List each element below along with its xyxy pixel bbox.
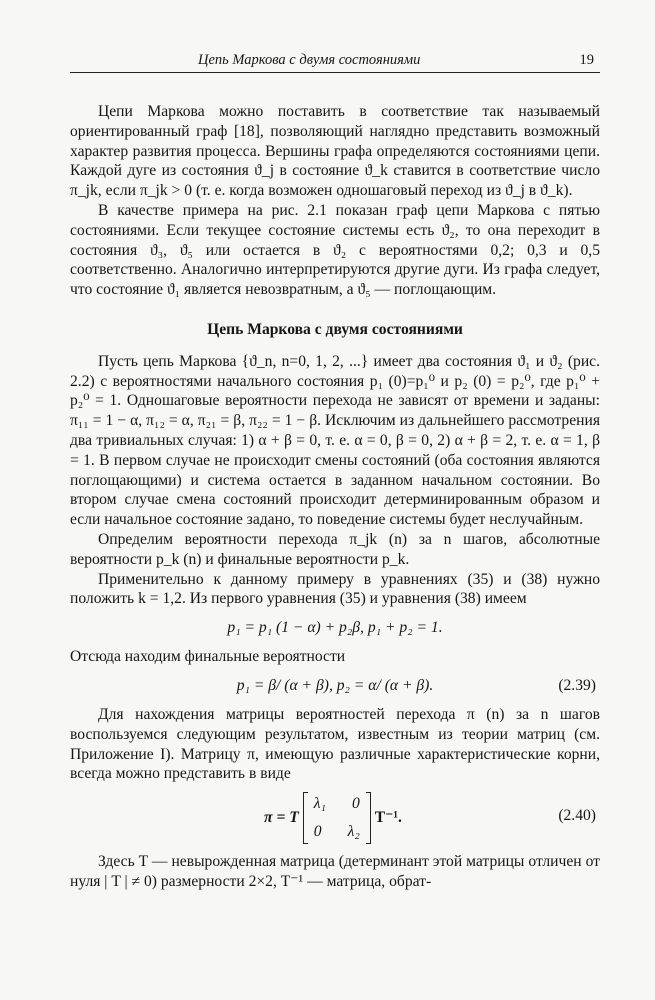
diagonal-matrix xyxy=(303,792,371,844)
paragraph-two-states: Пусть цепь Маркова {ϑ_n, n=0, 1, 2, ...} имеет два состояния ϑ₁ и ϑ₂ (рис. 2.2) с вероятностями начального состояния p₁ (0)=p₁⁰ и p₂ (0) = p₂⁰, где p₁⁰ + p₂⁰ = 1. Одношаговые вероятности перехода не зависят от времени и заданы: π₁₁ = 1 − α, π₁₂ = α, π₂₁ = β, π₂₂ = 1 − β. Исключим из дальнейшего рассмотрения два тривиальных случая: 1) α + β = 0, т. е. α = 0, β = 0, 2) α + β = 2, т. е. α = 1, β = 1. В первом случае не происходит смены состояний (оба состояния являются поглощающими) и система остается в заданном начальном состоянии. Во втором случае смена состояний происходит детерминированным образом и если начальное состояние задано, то поведение системы будет неслучайным. xyxy=(70,352,600,529)
matrix-cell-12: 0 xyxy=(351,795,360,813)
paragraph-matrix-T: Здесь T — невырожденная матрица (детерминант этой матрицы отличен от нуля | T | ≠ 0) размерности 2×2, T⁻¹ — матрица, обрат- xyxy=(70,853,600,890)
paragraph-final-probabilities-intro: Отсюда находим финальные вероятности xyxy=(70,648,346,666)
equation-2-39 xyxy=(70,671,600,701)
equation-2-40 xyxy=(70,790,600,846)
matrix-cell-21: 0 xyxy=(313,823,322,841)
equation-2-39-text: p₁ = β/ (α + β), p₂ = α/ (α + β). xyxy=(236,676,434,694)
paragraph-apply-equations: Применительно к данному примеру в уравнениях (35) и (38) нужно положить k = 1,2. Из первого уравнения (35) и уравнения (38) имеем xyxy=(70,570,600,608)
matrix-row-1 xyxy=(314,794,360,814)
body-text xyxy=(70,102,600,892)
matrix-rhs: T⁻¹. xyxy=(374,809,402,827)
equation-balance-text: p₁ = p₁ (1 − α) + p₂β, p₁ + p₂ = 1. xyxy=(227,619,443,637)
paragraph-markov-graph: Цепи Маркова можно поставить в соответствие так называемый ориентированный граф [18], позволяющий наглядно представить возможный характер развития процесса. Вершины графа определяются состояниями цепи. Каждой дуге из состояния ϑ_j в состояние ϑ_k ставится в соответствие число π_jk, если π_jk > 0 (т. е. когда возможен одношаговый переход из ϑ_j в ϑ_k). xyxy=(70,103,600,200)
paragraph-define-probabilities: Определим вероятности перехода π_jk (n) за n шагов, абсолютные вероятности p_k (n) и финальные вероятности p_k. xyxy=(70,530,600,568)
equation-balance xyxy=(70,613,600,643)
matrix-row-2 xyxy=(314,822,360,842)
running-head xyxy=(70,50,600,73)
paragraph-example-graph: В качестве примера на рис. 2.1 показан граф цепи Маркова с пятью состояниями. Если текущее состояние системы есть ϑ₂, то она переходит в состояния ϑ₃, ϑ₅ или остается в ϑ₂ с вероятностями 0,2; 0,3 и 0,5 соответственно. Аналогично интерпретируются другие дуги. Из графа следует, что состояние ϑ₁ является невозвратным, а ϑ₅ — поглощающим. xyxy=(70,201,600,299)
section-heading: Цепь Маркова с двумя состояниями xyxy=(207,320,463,338)
matrix-cell-22: λ₂ xyxy=(347,823,360,841)
matrix-cell-11: λ₁ xyxy=(313,795,326,813)
matrix-lhs: π = T xyxy=(264,809,299,827)
page-number: 19 xyxy=(579,52,594,68)
running-head-title: Цепь Маркова с двумя состояниями xyxy=(198,52,421,68)
paragraph-matrix-decomposition: Для нахождения матрицы вероятностей перехода π (n) за n шагов воспользуемся следующим результатом, известным из теории матриц (см. Приложение I). Матрицу π, имеющую различные характеристические корни, всегда можно представить в виде xyxy=(70,705,600,783)
equation-number-2-39: (2.39) xyxy=(558,676,596,694)
equation-number-2-40: (2.40) xyxy=(558,807,596,825)
